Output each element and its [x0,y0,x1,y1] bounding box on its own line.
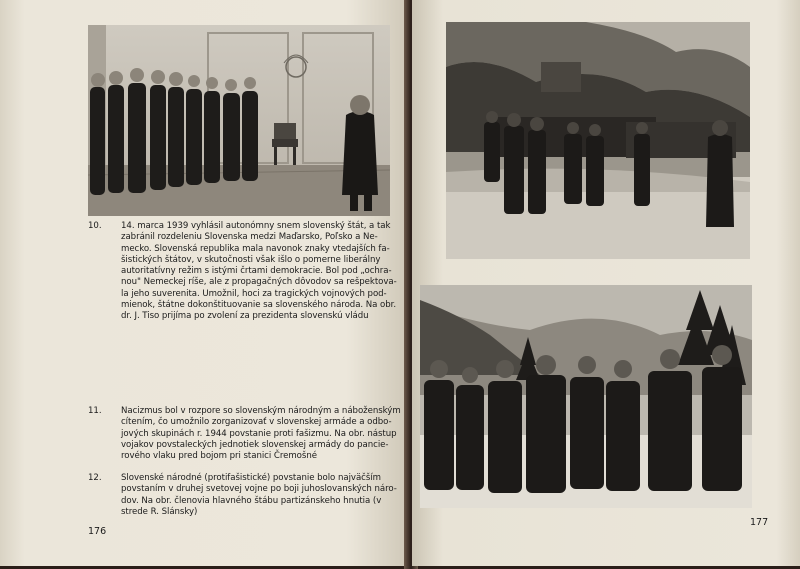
caption-10 [88,221,408,325]
photo-partisan-staff-in-snow [420,285,752,508]
page-number-left: 176 [88,526,107,537]
caption-number: 11. [88,406,102,416]
caption-line: nou" Nemeckej ríše, ale z propagačných dôvodov sa rešpektova- [121,277,397,288]
caption-12 [88,473,408,520]
caption-text [121,406,401,462]
caption-number: 10. [88,221,102,231]
caption-line: mecko. Slovenská republika mala navonok znaky vtedajších fa- [121,243,390,254]
right-page [412,0,800,566]
page-number-right: 177 [750,517,769,528]
caption-line: rového vlaku pred bojom pri stanici Čremošné [121,451,317,462]
caption-11 [88,406,408,464]
caption-line: autoritatívny režim s istými črtami demokracie. Bol pod „ochra- [121,266,392,277]
caption-line: la jeho suverenita. Umožnil, hoci za tragických vojnových pod- [121,288,387,299]
caption-line: zabránil rozdeleniu Slovenska medzi Maďarsko, Poľsko a Ne- [121,232,378,243]
caption-line: povstaním v druhej svetovej vojne po boji juhoslovanských náro- [121,484,397,495]
caption-line: Slovenské národné (protifašistické) povstanie bolo najväčším [121,473,381,483]
photo-armored-train-soldiers [446,22,750,259]
caption-number: 12. [88,473,102,483]
caption-line: dr. J. Tiso prijíma po zvolení za prezidenta slovenskú vládu [121,311,369,322]
caption-line: vojakov povstaleckých jednotiek slovenskej armády do pancie- [121,439,389,450]
caption-line: Nacizmus bol v rozpore so slovenským národným a náboženským [121,406,401,416]
photo-government-reception [88,25,390,216]
caption-line: cítením, čo umožnilo zorganizovať v slovenskej armáde a odbo- [121,417,392,428]
caption-line: strede R. Slánsky) [121,506,198,517]
caption-text [121,221,397,323]
caption-line: 14. marca 1939 vyhlásil autonómny snem slovenský štát, a tak [121,221,391,231]
caption-line: dov. Na obr. členovia hlavného štábu partizánskeho hnutia (v [121,495,382,506]
caption-line: jových skupinách r. 1944 povstanie proti fašizmu. Na obr. nástup [121,428,397,439]
caption-text [121,473,397,518]
caption-line: šistických štátov, v skutočnosti však išlo o pomerne liberálny [121,254,381,265]
caption-line: mienok, štátne dokonštituovanie sa slovenského národa. Na obr. [121,300,397,311]
